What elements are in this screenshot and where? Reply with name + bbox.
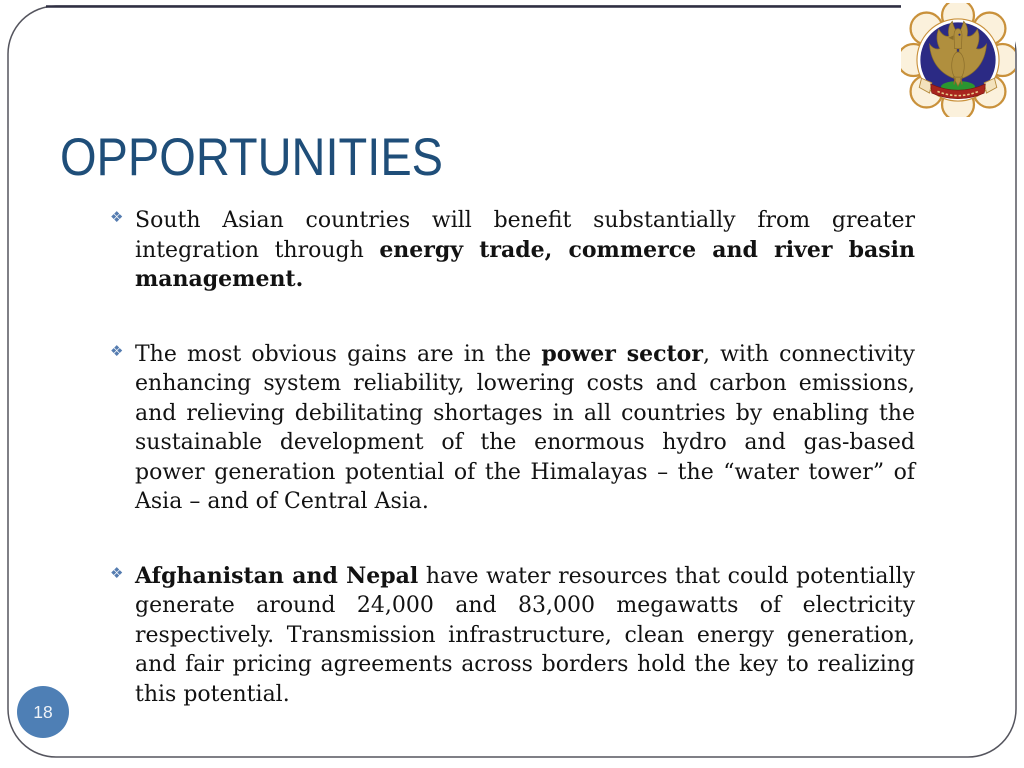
icai-logo [901,3,1015,117]
page-number: 18 [33,701,53,722]
bullet-item-1 [110,206,915,295]
bullet-text: South Asian countries will benefit substantially from greater integration through energy trade, commerce and river basin management. [135,208,915,292]
bullet-item-2 [110,340,915,517]
page-number-badge [17,686,69,738]
diamond-bullet-icon: ❖ [110,563,124,582]
diamond-bullet-icon: ❖ [110,208,124,226]
diamond-bullet-icon: ❖ [110,341,124,360]
slide-title: OPPORTUNITIES [60,126,444,186]
icai-emblem-icon [901,3,1015,117]
bullet-list [110,206,915,754]
bullet-text: Afghanistan and Nepal have water resources that could potentially generate around 24,000 and 83,000 megawatts of electricity respectively. Transmission infrastructure, clean energy generation, and fair pricing agreements across borders hold the key to realizing this potential. [135,562,915,707]
bullet-text: The most obvious gains are in the power sector, with connectivity enhancing system reliability, lowering costs and carbon emissions, and relieving debilitating shortages in all countries by enabling the sustainable development of the enormous hydro and gas-based power generation potential of the Himalayas – the “water tower” of Asia – and of Central Asia. [135,340,915,514]
bullet-item-3 [110,562,915,710]
